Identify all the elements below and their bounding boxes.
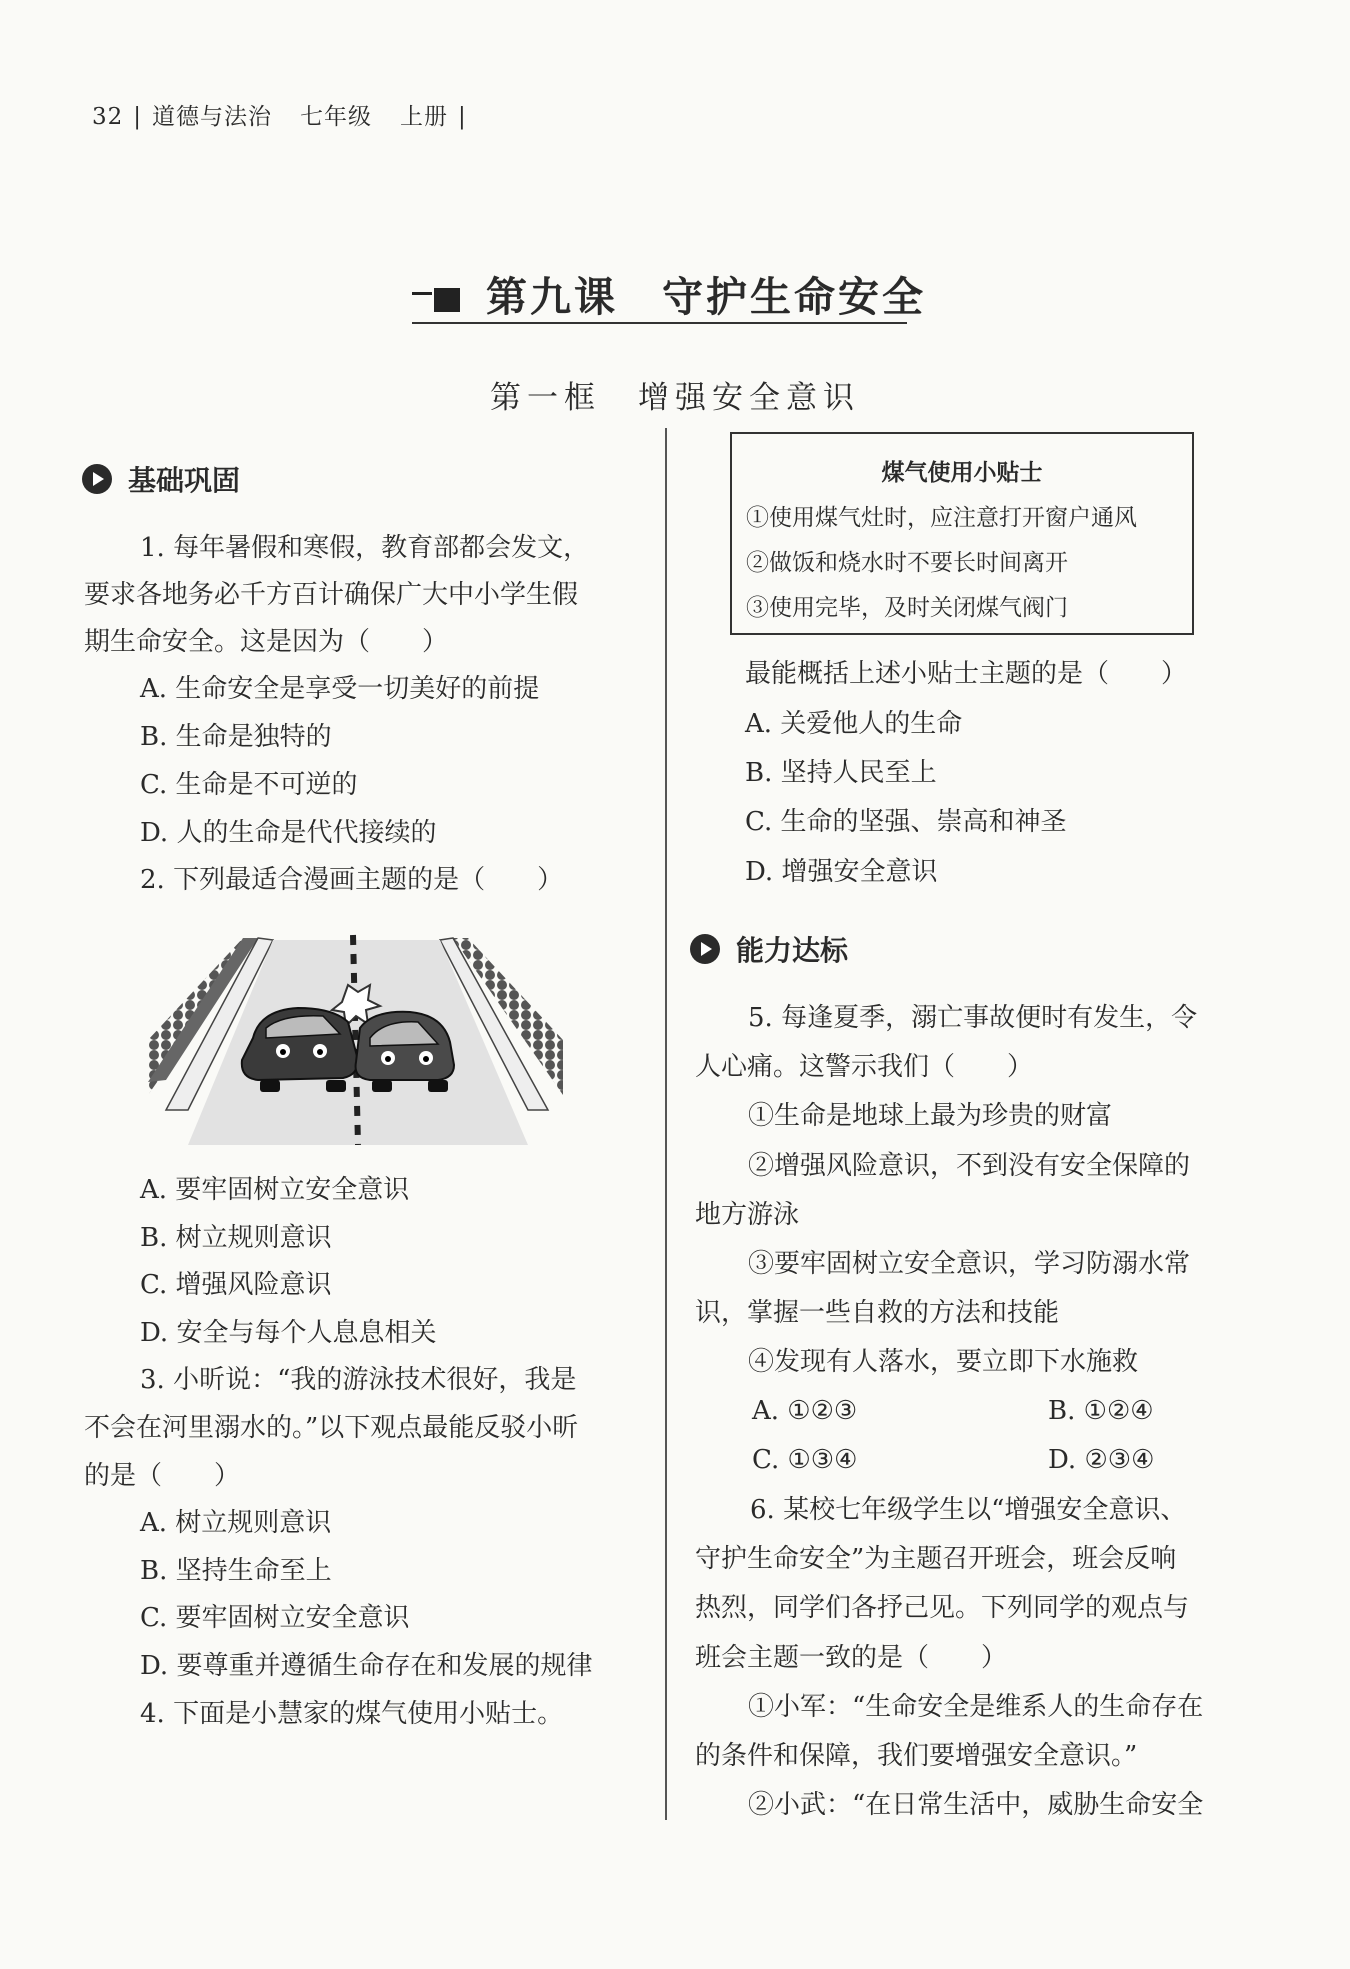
text-line: ①小军：“生命安全是维系人的生命存在 — [748, 1692, 1204, 1722]
option-line: C. 生命的坚强、崇高和神圣 — [745, 807, 1067, 837]
option-line: B. ①②④ — [1048, 1396, 1154, 1426]
option-line: B. 生命是独特的 — [140, 722, 332, 752]
option-line: C. 增强风险意识 — [140, 1270, 332, 1300]
option-line: A. 要牢固树立安全意识 — [140, 1175, 410, 1205]
text-line: 守护生命安全”为主题召开班会，班会反响 — [695, 1544, 1177, 1574]
lesson-title: 第九课 守护生命安全 — [486, 273, 926, 321]
text-line: ①生命是地球上最为珍贵的财富 — [748, 1101, 1113, 1131]
option-line: D. 安全与每个人息息相关 — [140, 1318, 437, 1348]
gas-tips-box — [730, 432, 1194, 635]
option-line: C. 生命是不可逆的 — [140, 770, 358, 800]
option-line: C. ①③④ — [752, 1445, 858, 1475]
text-line: 的是（ ） — [84, 1461, 241, 1491]
option-line: B. 树立规则意识 — [140, 1223, 332, 1253]
tips-title: 煤气使用小贴士 — [881, 460, 1043, 486]
text-line: 识，掌握一些自救的方法和技能 — [695, 1298, 1060, 1328]
text-line: 6. 某校七年级学生以“增强安全意识、 — [750, 1495, 1187, 1525]
section-ability-label: 能力达标 — [736, 934, 849, 967]
text-line: 2. 下列最适合漫画主题的是（ ） — [140, 865, 564, 895]
book-title: 道德与法治 — [152, 104, 273, 130]
tip-item: ③使用完毕，及时关闭煤气阀门 — [746, 595, 1068, 621]
text-line: ②小武：“在日常生活中，威胁生命安全 — [748, 1790, 1204, 1820]
option-line: B. 坚持人民至上 — [745, 758, 937, 788]
text-line: 不会在河里溺水的。”以下观点最能反驳小昕 — [84, 1413, 579, 1443]
option-line: D. 增强安全意识 — [745, 857, 938, 887]
text-line: 要求各地务必千方百计确保广大中小学生假 — [84, 580, 579, 610]
section-basic — [82, 459, 240, 499]
page-number: 32 — [92, 104, 124, 130]
text-line: 最能概括上述小贴士主题的是（ ） — [745, 659, 1188, 689]
page-header: 32 | 道德与法治 七年级 上册 | — [92, 104, 467, 130]
text-line: 5. 每逢夏季，溺亡事故便时有发生，令 — [748, 1003, 1198, 1033]
section-title: 第一框 增强安全意识 — [490, 380, 860, 416]
text-line: 热烈，同学们各抒己见。下列同学的观点与 — [695, 1593, 1190, 1623]
option-line: A. 关爱他人的生命 — [745, 709, 963, 739]
text-line: 4. 下面是小慧家的煤气使用小贴士。 — [140, 1699, 564, 1729]
text-line: ②增强风险意识，不到没有安全保障的 — [748, 1151, 1191, 1181]
grade-label: 七年级 — [300, 104, 373, 130]
tip-item: ①使用煤气灶时，应注意打开窗户通风 — [746, 505, 1137, 531]
title-tick — [412, 292, 432, 295]
play-icon — [82, 464, 112, 494]
section-basic-label: 基础巩固 — [128, 464, 241, 497]
play-icon — [690, 934, 720, 964]
section-ability — [690, 929, 848, 969]
option-line: A. 树立规则意识 — [140, 1508, 332, 1538]
column-divider — [665, 428, 667, 1820]
square-bullet-icon — [434, 288, 460, 312]
option-line: D. 人的生命是代代接续的 — [140, 818, 437, 848]
text-line: ③要牢固树立安全意识，学习防溺水常 — [748, 1249, 1191, 1279]
text-line: 3. 小昕说：“我的游泳技术很好，我是 — [140, 1365, 577, 1395]
option-line: D. 要尊重并遵循生命存在和发展的规律 — [140, 1651, 593, 1681]
text-line: ④发现有人落水，要立即下水施救 — [748, 1347, 1139, 1377]
text-line: 的条件和保障，我们要增强安全意识。” — [695, 1741, 1138, 1771]
option-line: D. ②③④ — [1048, 1445, 1155, 1475]
option-line: C. 要牢固树立安全意识 — [140, 1603, 410, 1633]
text-line: 期生命安全。这是因为（ ） — [84, 627, 449, 657]
volume-label: 上册 — [400, 104, 449, 130]
car-crash-comic-image — [148, 930, 563, 1145]
option-line: B. 坚持生命至上 — [140, 1556, 332, 1586]
tip-item: ②做饭和烧水时不要长时间离开 — [746, 550, 1068, 576]
lesson-title-block — [412, 268, 926, 324]
option-line: A. ①②③ — [752, 1396, 858, 1426]
text-line: 地方游泳 — [695, 1200, 800, 1230]
title-underline — [412, 322, 907, 324]
text-line: 班会主题一致的是（ ） — [695, 1643, 1008, 1673]
text-line: 人心痛。这警示我们（ ） — [695, 1052, 1034, 1082]
option-line: A. 生命安全是享受一切美好的前提 — [140, 674, 540, 704]
text-line: 1. 每年暑假和寒假，教育部都会发文， — [140, 533, 590, 563]
